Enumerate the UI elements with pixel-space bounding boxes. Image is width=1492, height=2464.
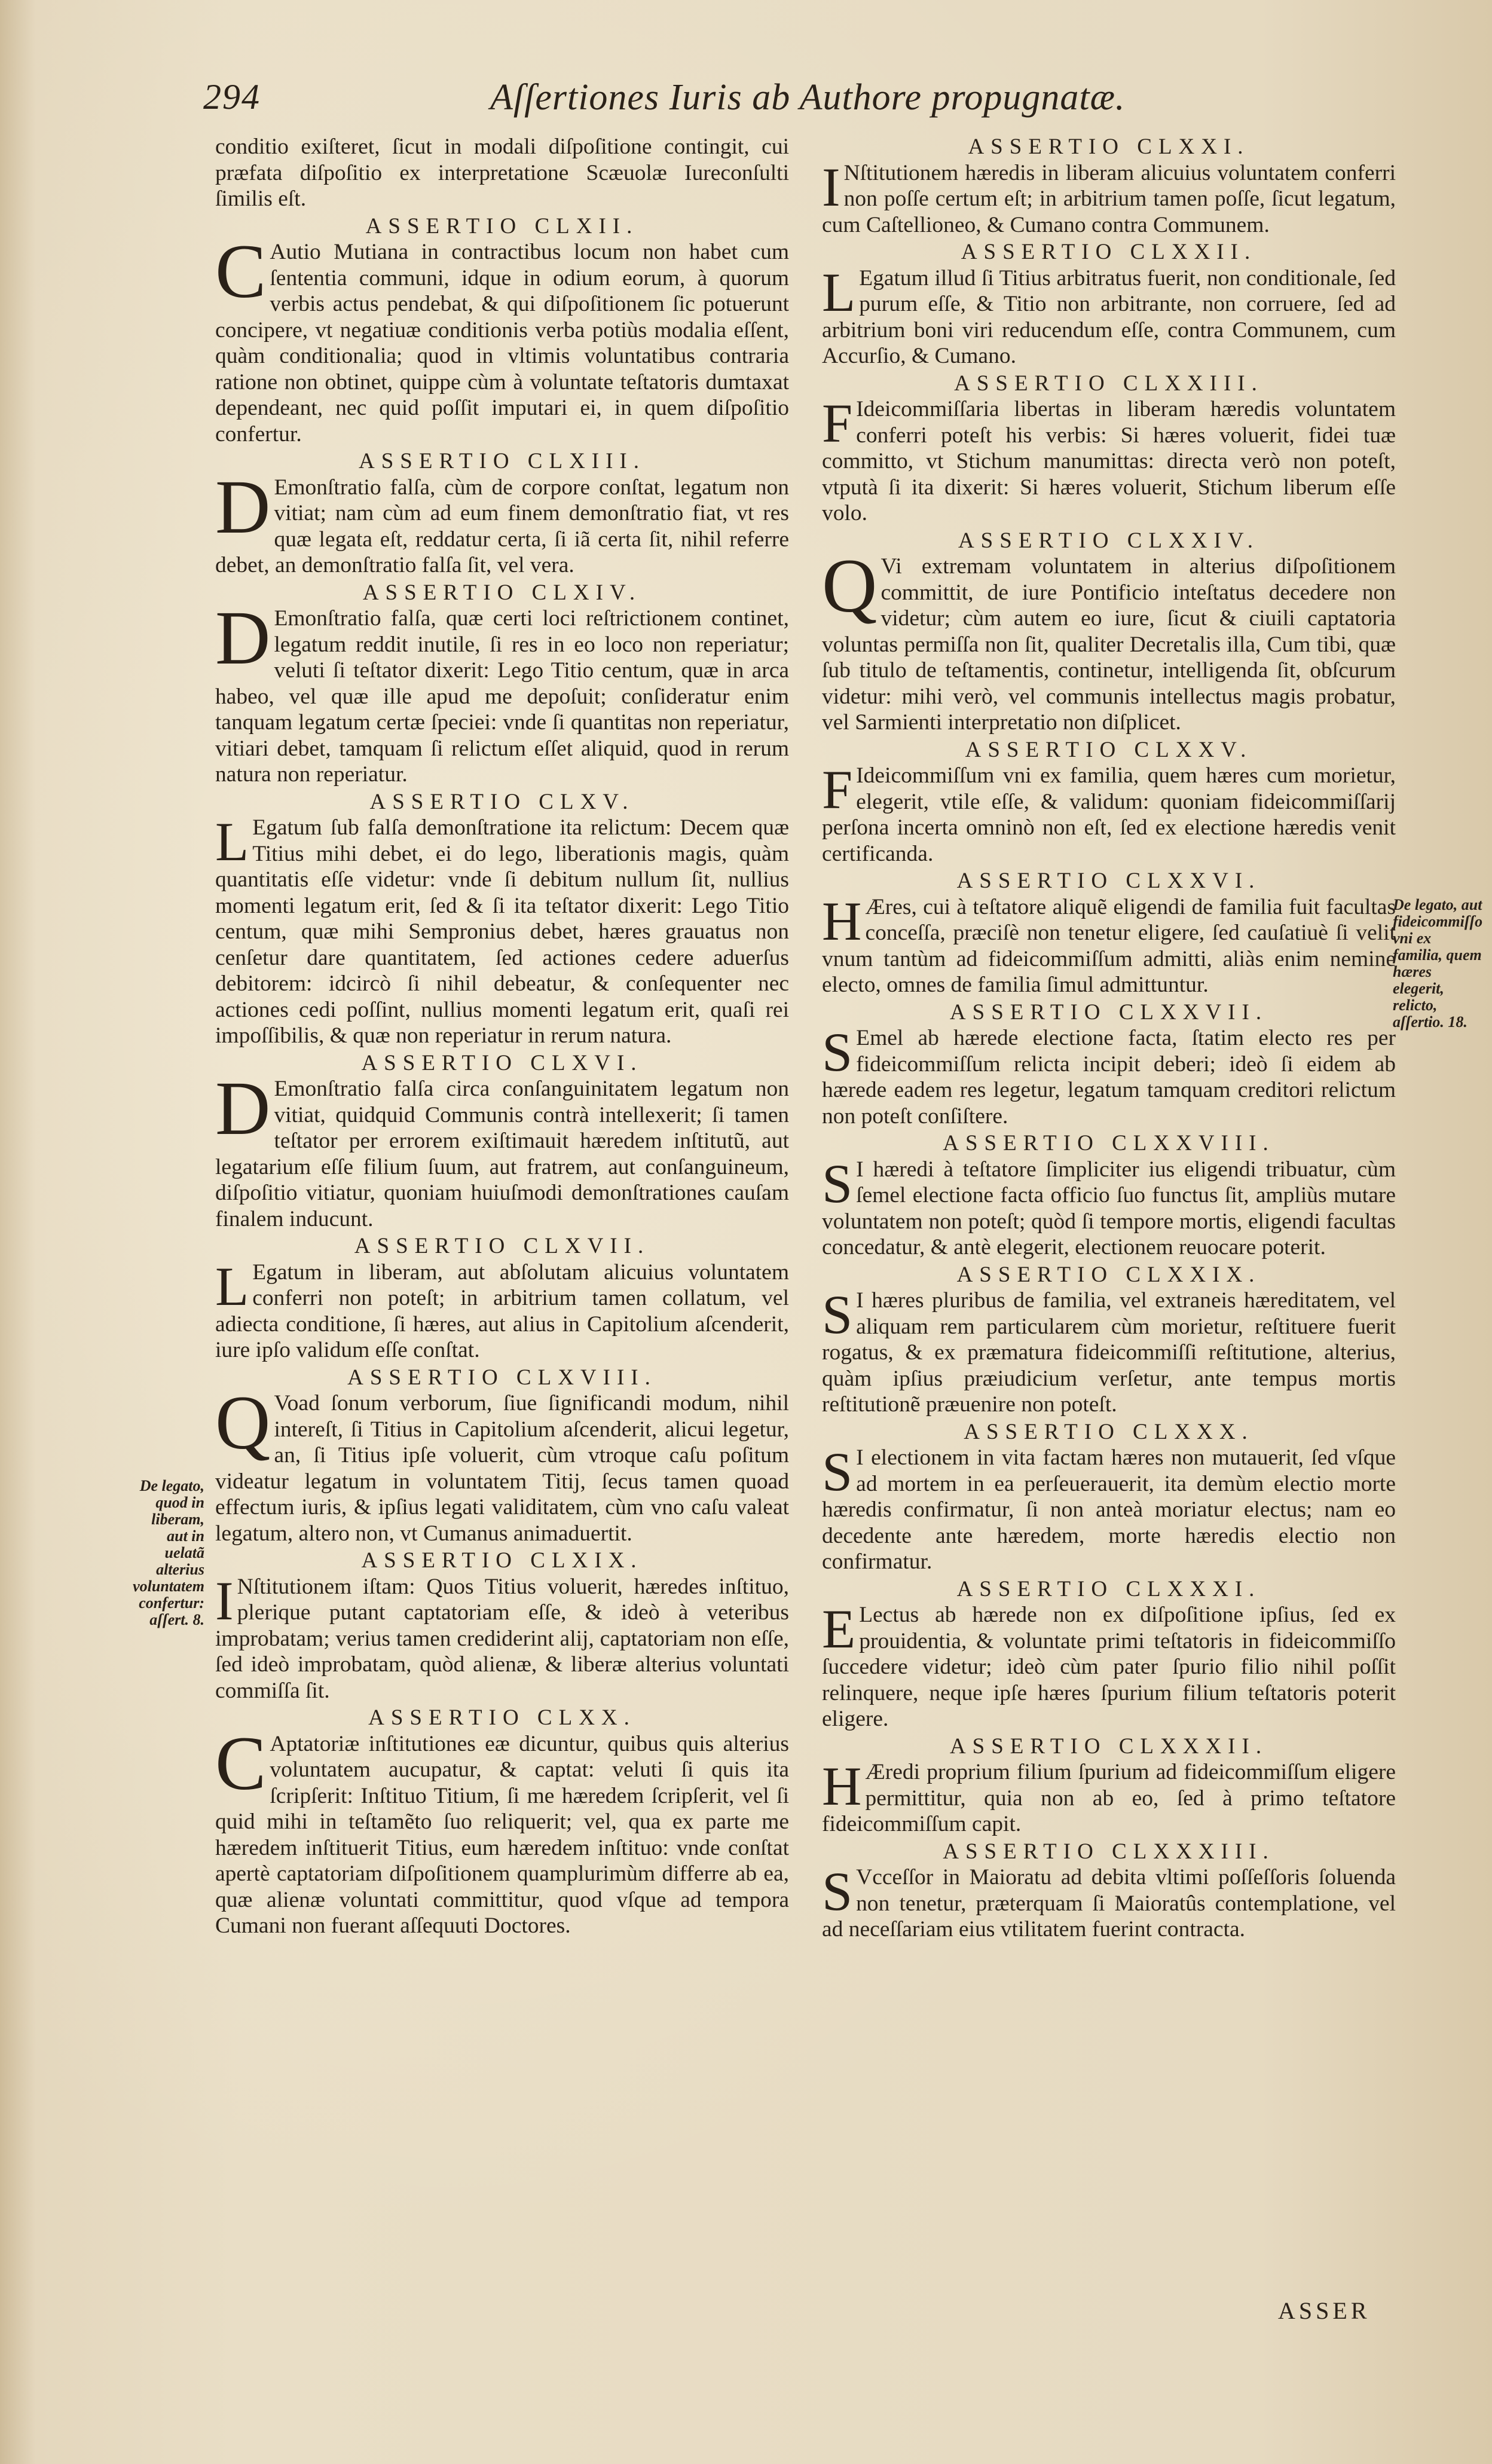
assertion-block <box>822 1734 1396 1838</box>
drop-capital: I <box>822 156 840 218</box>
drop-capital: I <box>215 1570 234 1631</box>
drop-capital: S <box>822 1022 853 1083</box>
assertion-text <box>822 543 1396 736</box>
catchword: ASSER <box>1278 2297 1371 2324</box>
assertion-body: Vi extremam voluntatem in alterius diſpoſitionem committit, de iure Pontificio inteſtatus decedere non videtur; cùm autem eo iure, ſicut & ciuili captatoria voluntas permiſſa non ſit, qualiter Decretalis illa, Cum tibi, quæ ſub titulo de teſtamentis, continetur, intelligenda ſit, obſcurum videtur: mihi verò, vel communis intellectus magis probatur, vel Sarmienti interpretatio non diſplicet. <box>822 554 1396 735</box>
assertion-body: conditio exiſteret, ſicut in modali diſpoſitione contingit, cui præfata diſpoſitio ex interpretatione Scæuolæ Iureconſulti ſimilis eſt. <box>215 134 789 211</box>
assertion-heading: ASSERTIO CLXXV. <box>965 737 1253 762</box>
assertion-text <box>822 1598 1396 1732</box>
assertion-text <box>215 134 789 212</box>
drop-capital: D <box>215 595 271 680</box>
assertion-block <box>215 1548 789 1704</box>
assertion-body: Emonſtratio falſa, quæ certi loci reſtrictionem continet, legatum reddit inutile, ſi res in eo loco non reperiatur; veluti ſi teſtator dixerit: Lego Titio centum, quæ in arca habeo, vel quæ ille apud me depoſuit; conſideratur enim tanquam legatum certæ ſpeciei: vnde ſi quantitas non reperiatur, vitiari debet, tamquam ſi relictum eſſet aliquid, quod in rerum natura non reperiatur. <box>215 606 789 787</box>
assertion-heading: ASSERTIO CLXXIV. <box>958 528 1260 553</box>
assertion-text <box>822 1441 1396 1575</box>
assertion-heading: ASSERTIO CLXX. <box>368 1705 636 1730</box>
assertion-text <box>215 464 789 579</box>
assertion-block <box>822 1576 1396 1732</box>
assertion-body: Egatum ſub falſa demonſtratione ita relictum: Decem quæ Titius mihi debet, ei do lego, liberationis magis, quàm quantitatis eſſe videtur: vnde ſi debitum nullum ſit, nullius momenti legatum erit, ſed & ſi ita teſtator dixerit: Lego Titio centum, quæ mihi Sempronius debet, hæres grauatus non cenſetur dare quantitatem, ſed actiones cedere aduerſus debitorem: idcircò ſi nihil debeatur, & conſequenter nec actiones cedi poſſint, nullius momenti legatum erit, quaſi rei impoſſibilis, & quæ non reperiatur in rerum natura. <box>215 815 789 1048</box>
assertion-block <box>215 1050 789 1233</box>
assertion-text <box>215 1066 789 1232</box>
assertion-body: Voad ſonum verborum, ſiue ſignificandi modum, nihil intereſt, ſi Titius in Capitolium aſcenderit, alicui legetur, an, ſi Titius ipſe voluerit, cùm vtroque caſu poſitum videatur legatum in voluntatem Titij, ſecus tamen quoad effectum iuris, & ipſius legati validitatem, cùm vno caſu valeat legatum, altero non, vt Cumanus animaduertit. <box>215 1391 789 1546</box>
assertion-body: I electionem in vita factam hæres non mutauerit, ſed vſque ad mortem in ea perſeuerauerit, ita demùm electio morte hæredis confirmatur, ſi non anteà moriatur electus; nam eo decedente ante hæredem, morte hæredis electio non confirmatur. <box>822 1445 1396 1574</box>
assertion-block <box>822 134 1396 238</box>
assertion-body: Ideicommiſſum vni ex familia, quem hæres cum morietur, elegerit, vtile eſſe, & validum: quoniam fideicommiſſarij perſona incerta omninò non eſt, ſed ex electione hæredis venit certificanda. <box>822 763 1396 866</box>
assertion-heading: ASSERTIO CLXVII. <box>354 1234 650 1258</box>
assertion-text <box>822 156 1396 239</box>
drop-capital: C <box>215 1720 267 1806</box>
assertion-text <box>822 1284 1396 1418</box>
drop-capital: H <box>822 1756 862 1817</box>
assertion-heading: ASSERTIO CLXXIX. <box>956 1262 1261 1287</box>
assertion-text <box>215 1570 789 1704</box>
assertion-block <box>215 580 789 788</box>
assertion-block <box>822 1839 1396 1943</box>
assertion-heading: ASSERTIO CLXXXIII. <box>943 1839 1275 1864</box>
assertion-block <box>215 448 789 579</box>
assertion-block <box>215 1233 789 1364</box>
assertion-heading: ASSERTIO CLXXX. <box>964 1419 1254 1444</box>
drop-capital: D <box>215 1066 271 1151</box>
drop-capital: L <box>215 1255 249 1317</box>
assertion-text <box>822 1756 1396 1838</box>
assertion-text <box>822 1022 1396 1129</box>
assertion-body: Ideicommiſſaria libertas in liberam hæredis voluntatem conferri poteſt his verbis: Si hæres voluerit, fidei tuæ committo, vt Stichum manumittas: directa verò non poteſt, vtputà ſi ita dixerit: Si hæres voluerit, Stichum liberum eſſe volo. <box>822 397 1396 525</box>
assertion-block <box>215 213 789 448</box>
drop-capital: D <box>215 464 271 549</box>
assertion-block <box>822 1130 1396 1261</box>
page-header <box>203 77 1219 130</box>
assertion-body: Egatum in liberam, aut abſolutam alicuius voluntatem conferri non poteſt; in arbitrium tamen collatum, vel adiecta conditione, ſi hæres, aut alius in Capitolium aſcenderit, iure ipſo validum eſſe conſtat. <box>215 1259 789 1362</box>
assertion-heading: ASSERTIO CLXIV. <box>362 580 642 605</box>
assertion-text <box>822 759 1396 867</box>
assertion-text <box>215 1720 789 1939</box>
assertion-heading: ASSERTIO CLXVI. <box>361 1050 643 1075</box>
assertion-text <box>822 1861 1396 1943</box>
assertion-body: Emonſtratio falſa, cùm de corpore conſtat, legatum non vitiat; nam cùm ad eum finem demonſtratio fiat, vt res quæ legata eſt, reddatur certa, ſi iã certa ſit, nihil referre debet, an demonſtratio falſa ſit, vel vera. <box>215 475 789 577</box>
drop-capital: S <box>822 1152 853 1214</box>
assertion-body: Aptatoriæ inſtitutiones eæ dicuntur, quibus quis alterius voluntatem aucupatur, & captat: veluti ſi quis ita ſcripſerit: Inſtituo Titium, ſi me hæredem ſcripſerit, vel ſi quid mihi in teſtamẽto ſuo reliquerit; vel, qua ex parte me hæredem inſtituerit Titius, eum hæredem inſtituo: vnde conſtat apertè captatoriam diſpoſitionem quamplurimùm differre ab ea, quæ alienæ voluntati committitur, quod vſque ad tempora Cumani non fuerant aſſequuti Doctores. <box>215 1731 789 1938</box>
assertion-body: Æres, cui à teſtatore aliquẽ eligendi de familia fuit facultas conceſſa, præciſè non tenetur eligere, ſed cauſatiuè ſi velit vnum tantùm ad fideicommiſſum admitti, aliàs enim nemine electo, omnes de familia ſimul admittuntur. <box>822 894 1396 997</box>
assertion-body: Æredi proprium filium ſpurium ad fideicommiſſum eligere permittitur, quia non ab eo, ſed à primo teſtatore fideicommiſſum capit. <box>822 1760 1396 1836</box>
assertion-body: I hæredi à teſtatore ſimpliciter ius eligendi tribuatur, cùm ſemel electione facta officio ſuo functus ſit, ampliùs mutare voluntatem non poteſt; quòd ſi tempore mortis, eligendi facultas concedatur, & antè elegerit, electionem reuocare poterit. <box>822 1157 1396 1259</box>
assertion-heading: ASSERTIO CLXVIII. <box>347 1365 657 1390</box>
drop-capital: Q <box>215 1380 271 1465</box>
assertion-body: Vcceſſor in Maioratu ad debita vltimi poſſeſſoris ſoluenda non tenetur, præterquam ſi Maioratûs contemplatione, vel ad neceſſariam eius vtilitatem fuerint contracta. <box>822 1865 1396 1942</box>
drop-capital: E <box>822 1598 856 1659</box>
assertion-heading: ASSERTIO CLXXIII. <box>954 371 1264 396</box>
assertion-heading: ASSERTIO CLXXII. <box>961 240 1257 264</box>
assertion-text <box>215 1380 789 1546</box>
assertion-block <box>822 371 1396 527</box>
assertion-heading: ASSERTIO CLXXXI. <box>956 1576 1261 1601</box>
assertion-block <box>822 1419 1396 1575</box>
drop-capital: L <box>822 261 856 323</box>
drop-capital: H <box>822 890 862 952</box>
drop-capital: S <box>822 1284 853 1345</box>
assertion-block <box>822 999 1396 1130</box>
assertion-heading: ASSERTIO CLXXVIII. <box>943 1131 1275 1155</box>
assertion-heading: ASSERTIO CLXXXII. <box>949 1734 1268 1759</box>
assertion-body: Nſtitutionem hæredis in liberam alicuius voluntatem conferri non poſſe certum eſt; in arbitrium tamen poſſe, ſicut legatum, cum Caſtellioneo, & Cumano contra Communem. <box>822 160 1396 237</box>
drop-capital: L <box>215 811 249 872</box>
running-title: Aſſertiones Iuris ab Authore propugnatæ. <box>490 77 1126 118</box>
assertion-text <box>215 595 789 788</box>
margin-note-right: De legato, aut fideicommiſſo vni ex familia, quem hæres elegerit, relicto, aſſertio. 18. <box>1393 896 1483 1031</box>
assertion-block <box>822 239 1396 369</box>
assertion-text <box>822 1152 1396 1261</box>
drop-capital: F <box>822 393 853 454</box>
assertion-body: Emel ab hærede electione facta, ſtatim electo res per fideicommiſſum relicta incipit deberi; ideò ſi eidem ab hærede eadem res legetur, legatum tamquam creditori relictum non poteſt conſiſtere. <box>822 1026 1396 1129</box>
drop-capital: Q <box>822 543 878 628</box>
right-column <box>822 134 1396 1944</box>
assertion-block <box>215 134 789 212</box>
assertion-block <box>215 789 789 1049</box>
assertion-text <box>215 1255 789 1364</box>
assertion-block <box>215 1705 789 1939</box>
assertion-body: I hæres pluribus de familia, vel extraneis hæreditatem, vel aliquam rem particularem cùm morietur, reſtituere fuerit rogatus, & ex præmatura fideicommiſſi reſtitutione, alterius, quàm ipſius præiudicium verſetur, ante tempus mortis reſtitutionẽ præuenire non poteſt. <box>822 1288 1396 1417</box>
page-number: 294 <box>203 77 261 117</box>
assertion-text <box>822 890 1396 998</box>
assertion-block <box>822 1262 1396 1418</box>
assertion-block <box>215 1365 789 1547</box>
assertion-text <box>215 811 789 1049</box>
assertion-block <box>822 868 1396 998</box>
left-column <box>215 134 789 1940</box>
assertion-heading: ASSERTIO CLXIII. <box>358 449 646 473</box>
assertion-heading: ASSERTIO CLXV. <box>369 789 635 814</box>
assertion-body: Emonſtratio falſa circa conſanguinitatem legatum non vitiat, quidquid Communis contrà intellexerit; ſi tamen teſtator per errorem exiſtimauit hæredem inſtitutũ, aut legatarium eſſe filium ſuum, aut fratrem, aut conſanguineum, diſpoſitio vitiatur, quoniam huiuſmodi demonſtrationes cauſam finalem inducunt. <box>215 1077 789 1231</box>
assertion-heading: ASSERTIO CLXXVI. <box>956 869 1261 893</box>
assertion-heading: ASSERTIO CLXIX. <box>361 1548 643 1573</box>
assertion-heading: ASSERTIO CLXXI. <box>968 134 1250 159</box>
assertion-body: Lectus ab hærede non ex diſpoſitione ipſius, ſed ex prouidentia, & voluntate primi teſtatoris in fideicommiſſo ſuccedere videtur; ideò cùm pater ſpurio filio nihil poſſit relinquere, neque ipſe hæres ſpurium filium teſtatoris poterit eligere. <box>822 1603 1396 1731</box>
assertion-text <box>822 393 1396 527</box>
drop-capital: F <box>822 759 853 820</box>
assertion-body: Egatum illud ſi Titius arbitratus fuerit, non conditionale, ſed purum eſſe, & Titio non arbitrante, non corruere, ſed ad arbitrium boni viri reducendum eſſe, contra Communem, cum Accurſio, & Cumano. <box>822 265 1396 368</box>
margin-note-left: De legato, quod in liberam, aut in uelatã alterius voluntatem confertur: aſſert. 8. <box>133 1477 204 1628</box>
assertion-heading: ASSERTIO CLXII. <box>365 213 639 239</box>
assertion-heading: ASSERTIO CLXXVII. <box>949 999 1268 1025</box>
assertion-body: Nſtitutionem iſtam: Quos Titius voluerit, hæredes inſtituo, plerique putant captatoriam eſſe, & ideò à veteribus improbatam; verius tamen crediderint alij, captatoriam non eſſe, ſed ideò improbatam, quòd alienæ, & liberæ alterius voluntati commiſſa ſit. <box>215 1574 789 1703</box>
drop-capital: S <box>822 1861 853 1922</box>
drop-capital: S <box>822 1441 853 1502</box>
assertion-block <box>822 528 1396 736</box>
assertion-text <box>215 229 789 447</box>
assertion-body: Autio Mutiana in contractibus locum non habet cum ſententia communi, idque in odium eorum, à quorum verbis actus pendebat, & qui diſpoſitionem ſic potuerunt concipere, vt negatiuæ conditionis verba potiùs modalia eſſent, quàm conditionalia; quod in vltimis voluntatibus contraria ratione non obtinet, quippe cùm à voluntate teſtatoris dumtaxat dependeant, nec quid poſſit imputari ei, in quem diſpoſitio confertur. <box>215 240 789 447</box>
drop-capital: C <box>215 229 267 314</box>
assertion-block <box>822 737 1396 867</box>
assertion-text <box>822 261 1396 369</box>
